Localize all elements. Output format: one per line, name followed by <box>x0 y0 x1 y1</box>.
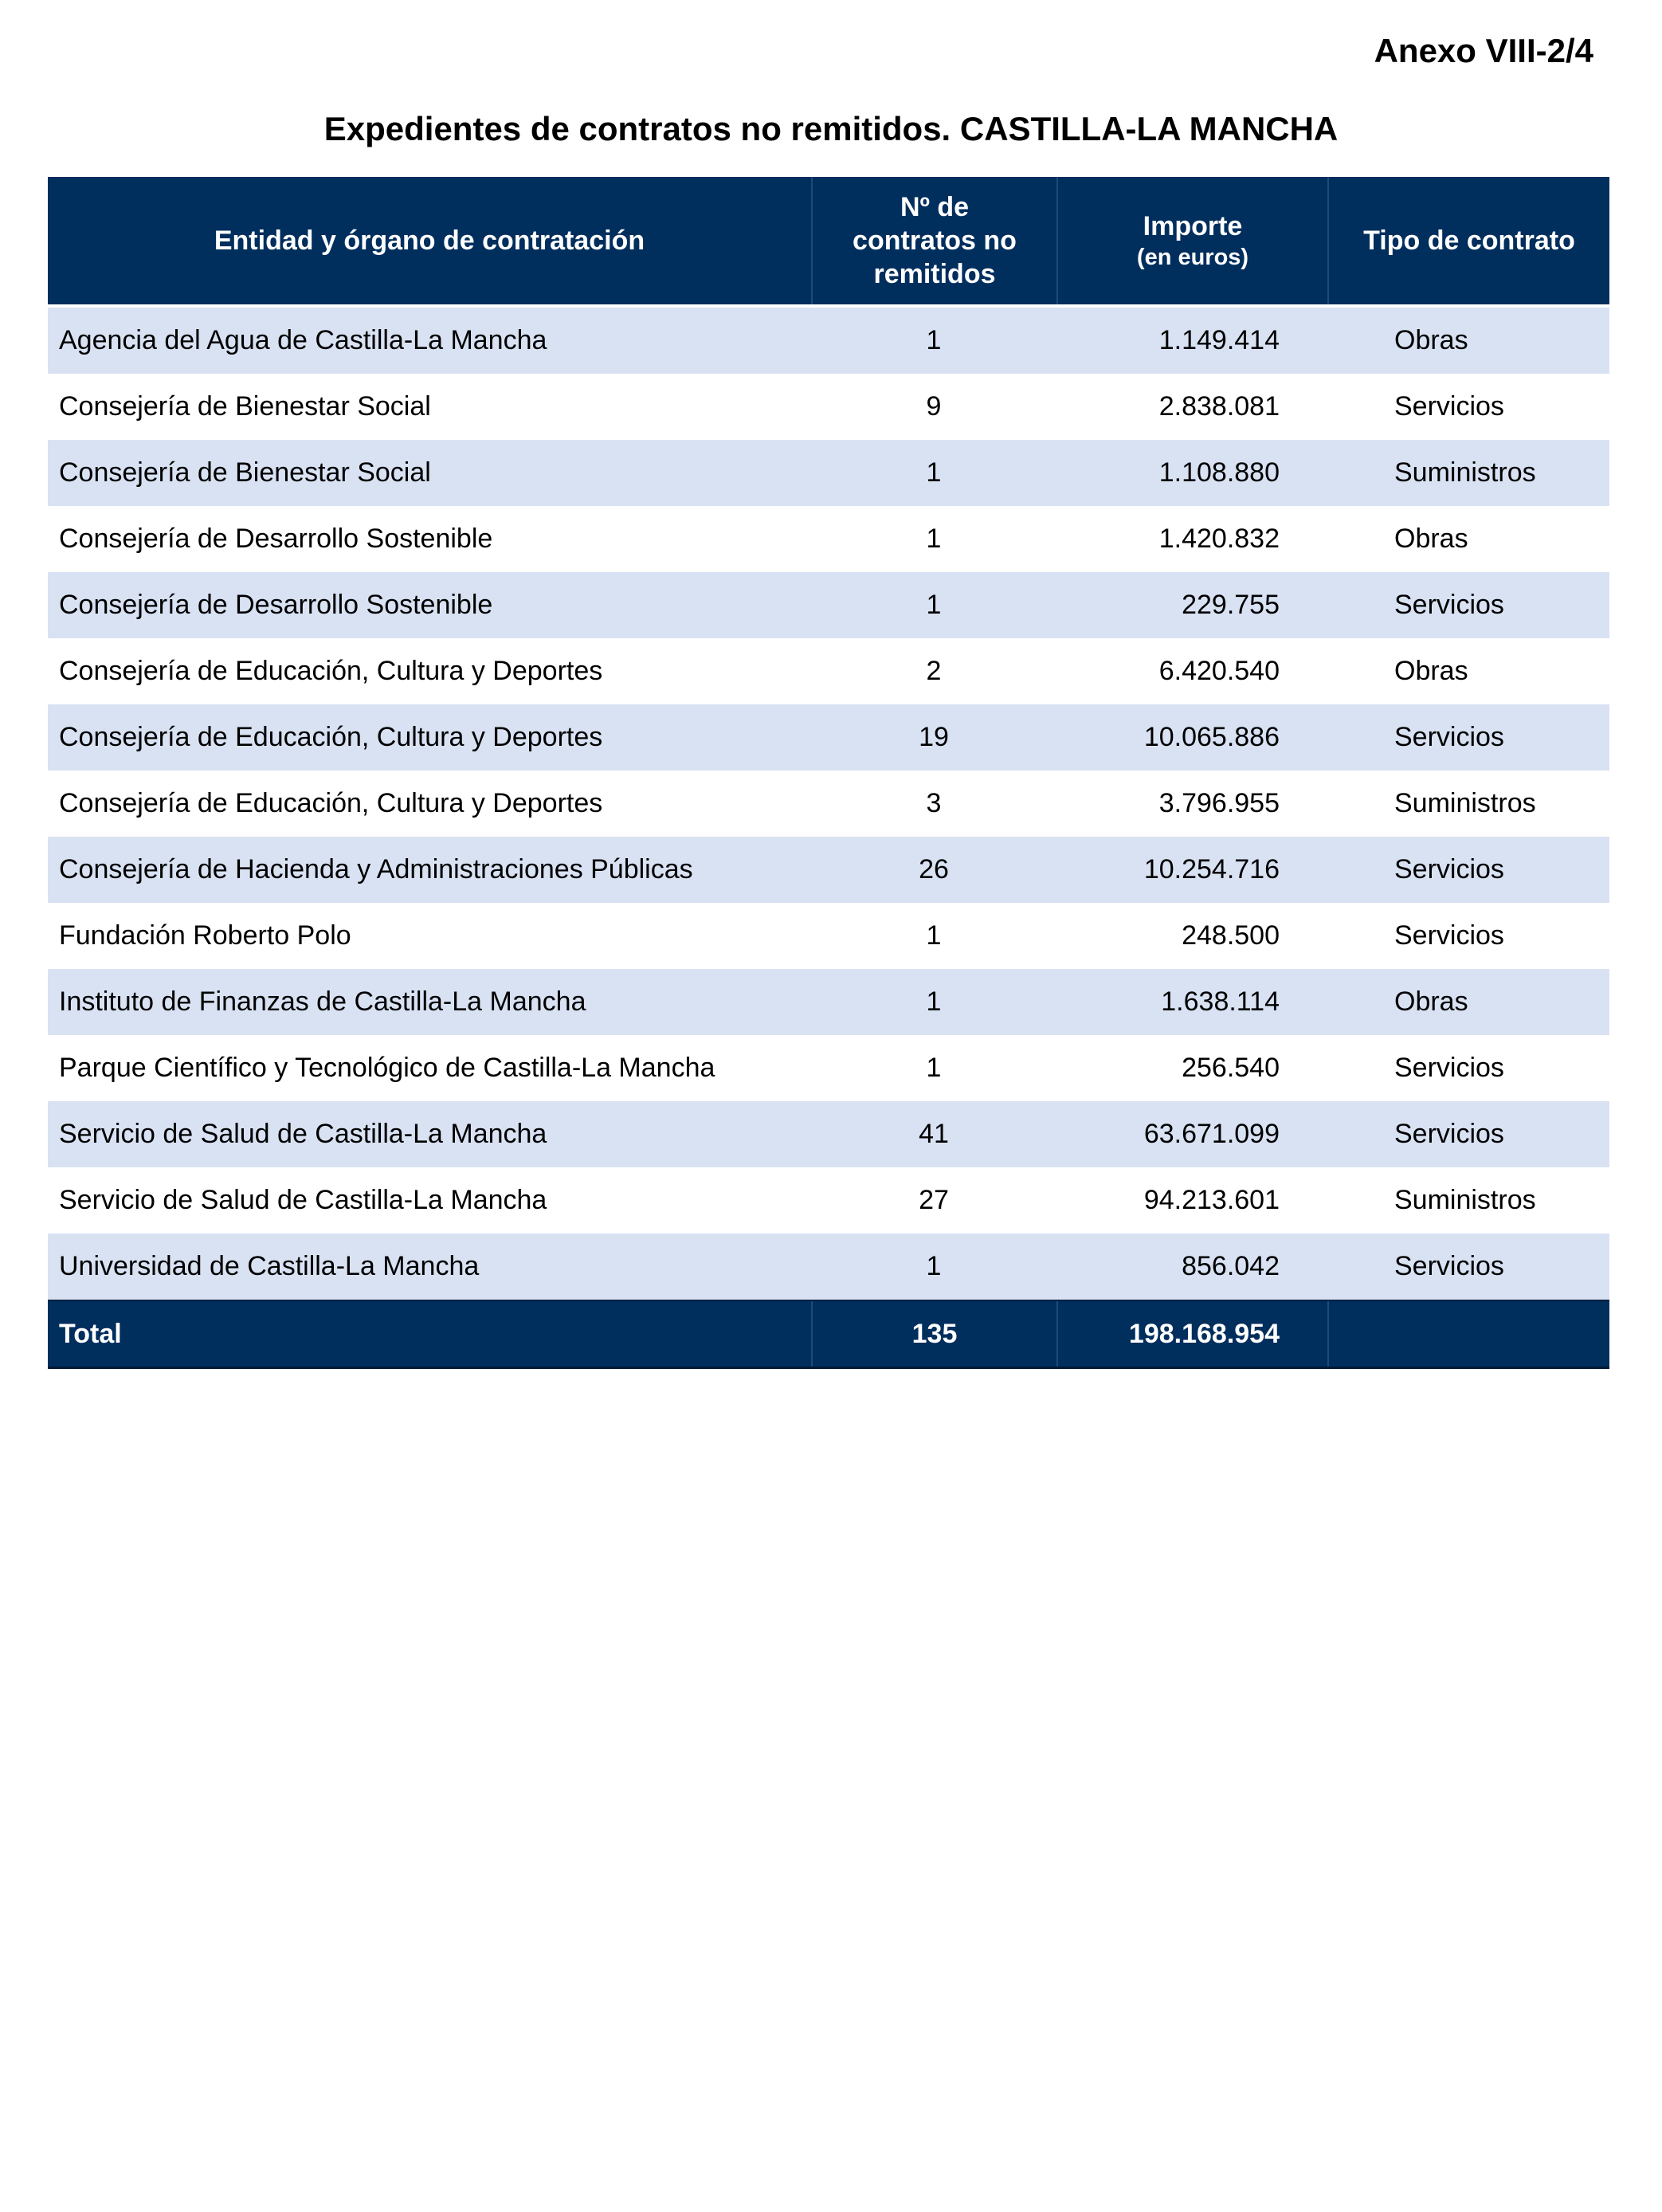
row-type: Obras <box>1394 986 1468 1017</box>
table-row <box>48 837 1609 903</box>
row-count: 1 <box>926 986 942 1017</box>
row-amount: 1.420.832 <box>1158 524 1280 554</box>
header-entity <box>48 177 811 304</box>
row-amount: 256.540 <box>1182 1053 1280 1083</box>
row-entity: Consejería de Hacienda y Administraciones Públicas <box>59 854 693 884</box>
row-count: 2 <box>926 656 942 686</box>
row-type: Obras <box>1394 656 1468 686</box>
table-row <box>48 771 1609 837</box>
table-row <box>48 903 1609 969</box>
row-entity: Servicio de Salud de Castilla-La Mancha <box>59 1185 547 1215</box>
table-row <box>48 1233 1609 1300</box>
row-amount: 2.838.081 <box>1158 391 1280 422</box>
contracts-table <box>48 177 1609 1369</box>
row-amount: 6.420.540 <box>1158 656 1280 686</box>
total-count: 135 <box>811 1301 1056 1367</box>
row-entity: Instituto de Finanzas de Castilla-La Mancha <box>59 986 586 1017</box>
row-count: 27 <box>919 1185 949 1215</box>
table-row <box>48 440 1609 506</box>
row-count: 1 <box>926 457 942 488</box>
row-type: Suministros <box>1394 457 1536 488</box>
row-amount: 248.500 <box>1182 920 1280 951</box>
table-row <box>48 638 1609 704</box>
row-amount: 10.254.716 <box>1143 854 1280 884</box>
row-count: 19 <box>919 722 949 752</box>
row-count: 1 <box>926 325 942 355</box>
row-entity: Consejería de Desarrollo Sostenible <box>59 524 493 554</box>
header-type <box>1327 177 1609 304</box>
row-entity: Servicio de Salud de Castilla-La Mancha <box>59 1119 547 1149</box>
row-count: 1 <box>926 1053 942 1083</box>
header-count-line2: contratos no <box>853 226 1017 256</box>
table-row <box>48 308 1609 374</box>
row-type: Servicios <box>1394 590 1504 620</box>
table-row <box>48 1167 1609 1233</box>
page-title: Expedientes de contratos no remitidos. CASTILLA-LA MANCHA <box>323 110 1339 147</box>
row-type: Suministros <box>1394 788 1536 818</box>
row-amount: 63.671.099 <box>1143 1119 1280 1149</box>
header-entity-label: Entidad y órgano de contratación <box>214 226 645 256</box>
row-type: Servicios <box>1394 391 1504 422</box>
table-row <box>48 1035 1609 1101</box>
row-amount: 1.638.114 <box>1161 986 1280 1017</box>
row-count: 1 <box>926 590 942 620</box>
total-label: Total <box>59 1318 122 1349</box>
row-type: Obras <box>1394 325 1468 355</box>
row-amount: 1.108.880 <box>1158 457 1280 488</box>
total-type-empty <box>1327 1301 1609 1367</box>
header-count <box>811 177 1056 304</box>
row-entity: Consejería de Desarrollo Sostenible <box>59 590 493 620</box>
table-row <box>48 1101 1609 1167</box>
row-entity: Consejería de Bienestar Social <box>59 457 431 488</box>
header-amount <box>1056 177 1327 304</box>
row-amount: 10.065.886 <box>1143 722 1280 752</box>
table-row <box>48 704 1609 771</box>
row-count: 41 <box>919 1119 949 1149</box>
table-row <box>48 506 1609 572</box>
row-type: Suministros <box>1394 1185 1536 1215</box>
row-entity: Parque Científico y Tecnológico de Castilla-La Mancha <box>59 1053 715 1083</box>
row-count: 1 <box>926 920 942 951</box>
row-entity: Universidad de Castilla-La Mancha <box>59 1251 480 1281</box>
row-entity: Consejería de Educación, Cultura y Deportes <box>59 722 603 752</box>
table-header <box>48 177 1609 308</box>
row-count: 3 <box>926 788 942 818</box>
row-amount: 856.042 <box>1182 1251 1280 1281</box>
annex-label: Anexo VIII-2/4 <box>1374 32 1593 69</box>
row-count: 9 <box>926 391 942 422</box>
table-row <box>48 969 1609 1035</box>
row-type: Servicios <box>1394 854 1504 884</box>
row-amount: 3.796.955 <box>1158 788 1280 818</box>
row-entity: Consejería de Educación, Cultura y Deportes <box>59 656 603 686</box>
row-type: Servicios <box>1394 1053 1504 1083</box>
table-body <box>48 308 1609 1300</box>
row-type: Servicios <box>1394 920 1504 951</box>
total-row <box>48 1300 1609 1369</box>
row-amount: 1.149.414 <box>1158 325 1280 355</box>
row-entity: Agencia del Agua de Castilla-La Mancha <box>59 325 547 355</box>
header-count-line3: remitidos <box>873 259 996 289</box>
header-amount-unit: (en euros) <box>1136 245 1249 270</box>
row-entity: Consejería de Educación, Cultura y Deportes <box>59 788 603 818</box>
header-count-line1: Nº de <box>900 192 970 222</box>
row-type: Obras <box>1394 524 1468 554</box>
row-count: 1 <box>926 1251 942 1281</box>
row-entity: Consejería de Bienestar Social <box>59 391 431 422</box>
table-row <box>48 572 1609 638</box>
row-amount: 229.755 <box>1182 590 1280 620</box>
row-type: Servicios <box>1394 722 1504 752</box>
row-count: 26 <box>919 854 949 884</box>
table-row <box>48 374 1609 440</box>
row-type: Servicios <box>1394 1119 1504 1149</box>
total-amount: 198.168.954 <box>1056 1301 1327 1367</box>
row-count: 1 <box>926 524 942 554</box>
row-type: Servicios <box>1394 1251 1504 1281</box>
row-entity: Fundación Roberto Polo <box>59 920 351 951</box>
row-amount: 94.213.601 <box>1143 1185 1280 1215</box>
header-type-label: Tipo de contrato <box>1363 226 1575 256</box>
header-amount-label: Importe <box>1143 211 1243 241</box>
